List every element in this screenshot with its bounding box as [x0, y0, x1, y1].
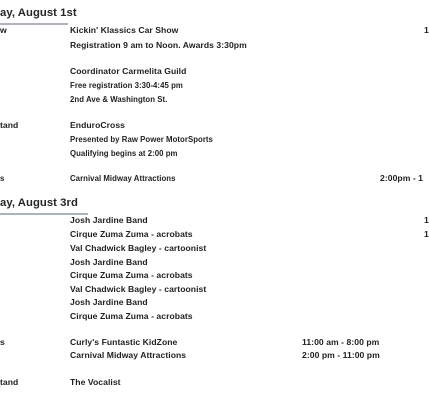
event-detail: Presented by Raw Power MotorSports [70, 135, 213, 144]
event-time: 11:00 am - 8:00 pm [302, 337, 380, 347]
venue-label: s [0, 174, 5, 183]
event-title: Josh Jardine Band [70, 257, 148, 267]
event-title: Josh Jardine Band [70, 215, 148, 225]
event-time: 1 [424, 229, 429, 239]
event-title: Josh Jardine Band [70, 297, 148, 307]
event-title: Cirque Zuma Zuma - acrobats [70, 270, 193, 280]
venue-label: tand [0, 377, 19, 387]
event-time: 2:00pm - 1 [380, 173, 424, 183]
event-time: 2:00 pm - 11:00 pm [302, 350, 380, 360]
heading-underline [0, 23, 68, 25]
event-title: Kickin' Klassics Car Show [70, 25, 179, 35]
event-title: Cirque Zuma Zuma - acrobats [70, 229, 193, 239]
venue-label: s [0, 337, 5, 347]
event-detail: Registration 9 am to Noon. Awards 3:30pm [70, 40, 247, 50]
event-time: 1 [424, 215, 429, 225]
event-detail: Coordinator Carmelita Guild [70, 66, 187, 76]
day-heading-1: ay, August 1st [0, 7, 77, 19]
event-detail: Free registration 3:30-4:45 pm [70, 81, 183, 90]
event-title: Carnival Midway Attractions [70, 174, 176, 183]
venue-label: tand [0, 120, 19, 130]
event-title: Val Chadwick Bagley - cartoonist [70, 243, 207, 253]
event-title: EnduroCross [70, 120, 125, 130]
event-title: Carnival Midway Attractions [70, 350, 187, 360]
event-title: Curly's Funtastic KidZone [70, 337, 178, 347]
event-detail: 2nd Ave & Washington St. [70, 95, 168, 104]
event-time: 1 [424, 25, 429, 35]
event-title: Cirque Zuma Zuma - acrobats [70, 311, 193, 321]
venue-label: w [0, 25, 7, 35]
event-title: The Vocalist [70, 377, 121, 387]
event-title: Val Chadwick Bagley - cartoonist [70, 284, 207, 294]
day-heading-2: ay, August 3rd [0, 197, 78, 209]
event-detail: Qualifying begins at 2:00 pm [70, 149, 178, 158]
